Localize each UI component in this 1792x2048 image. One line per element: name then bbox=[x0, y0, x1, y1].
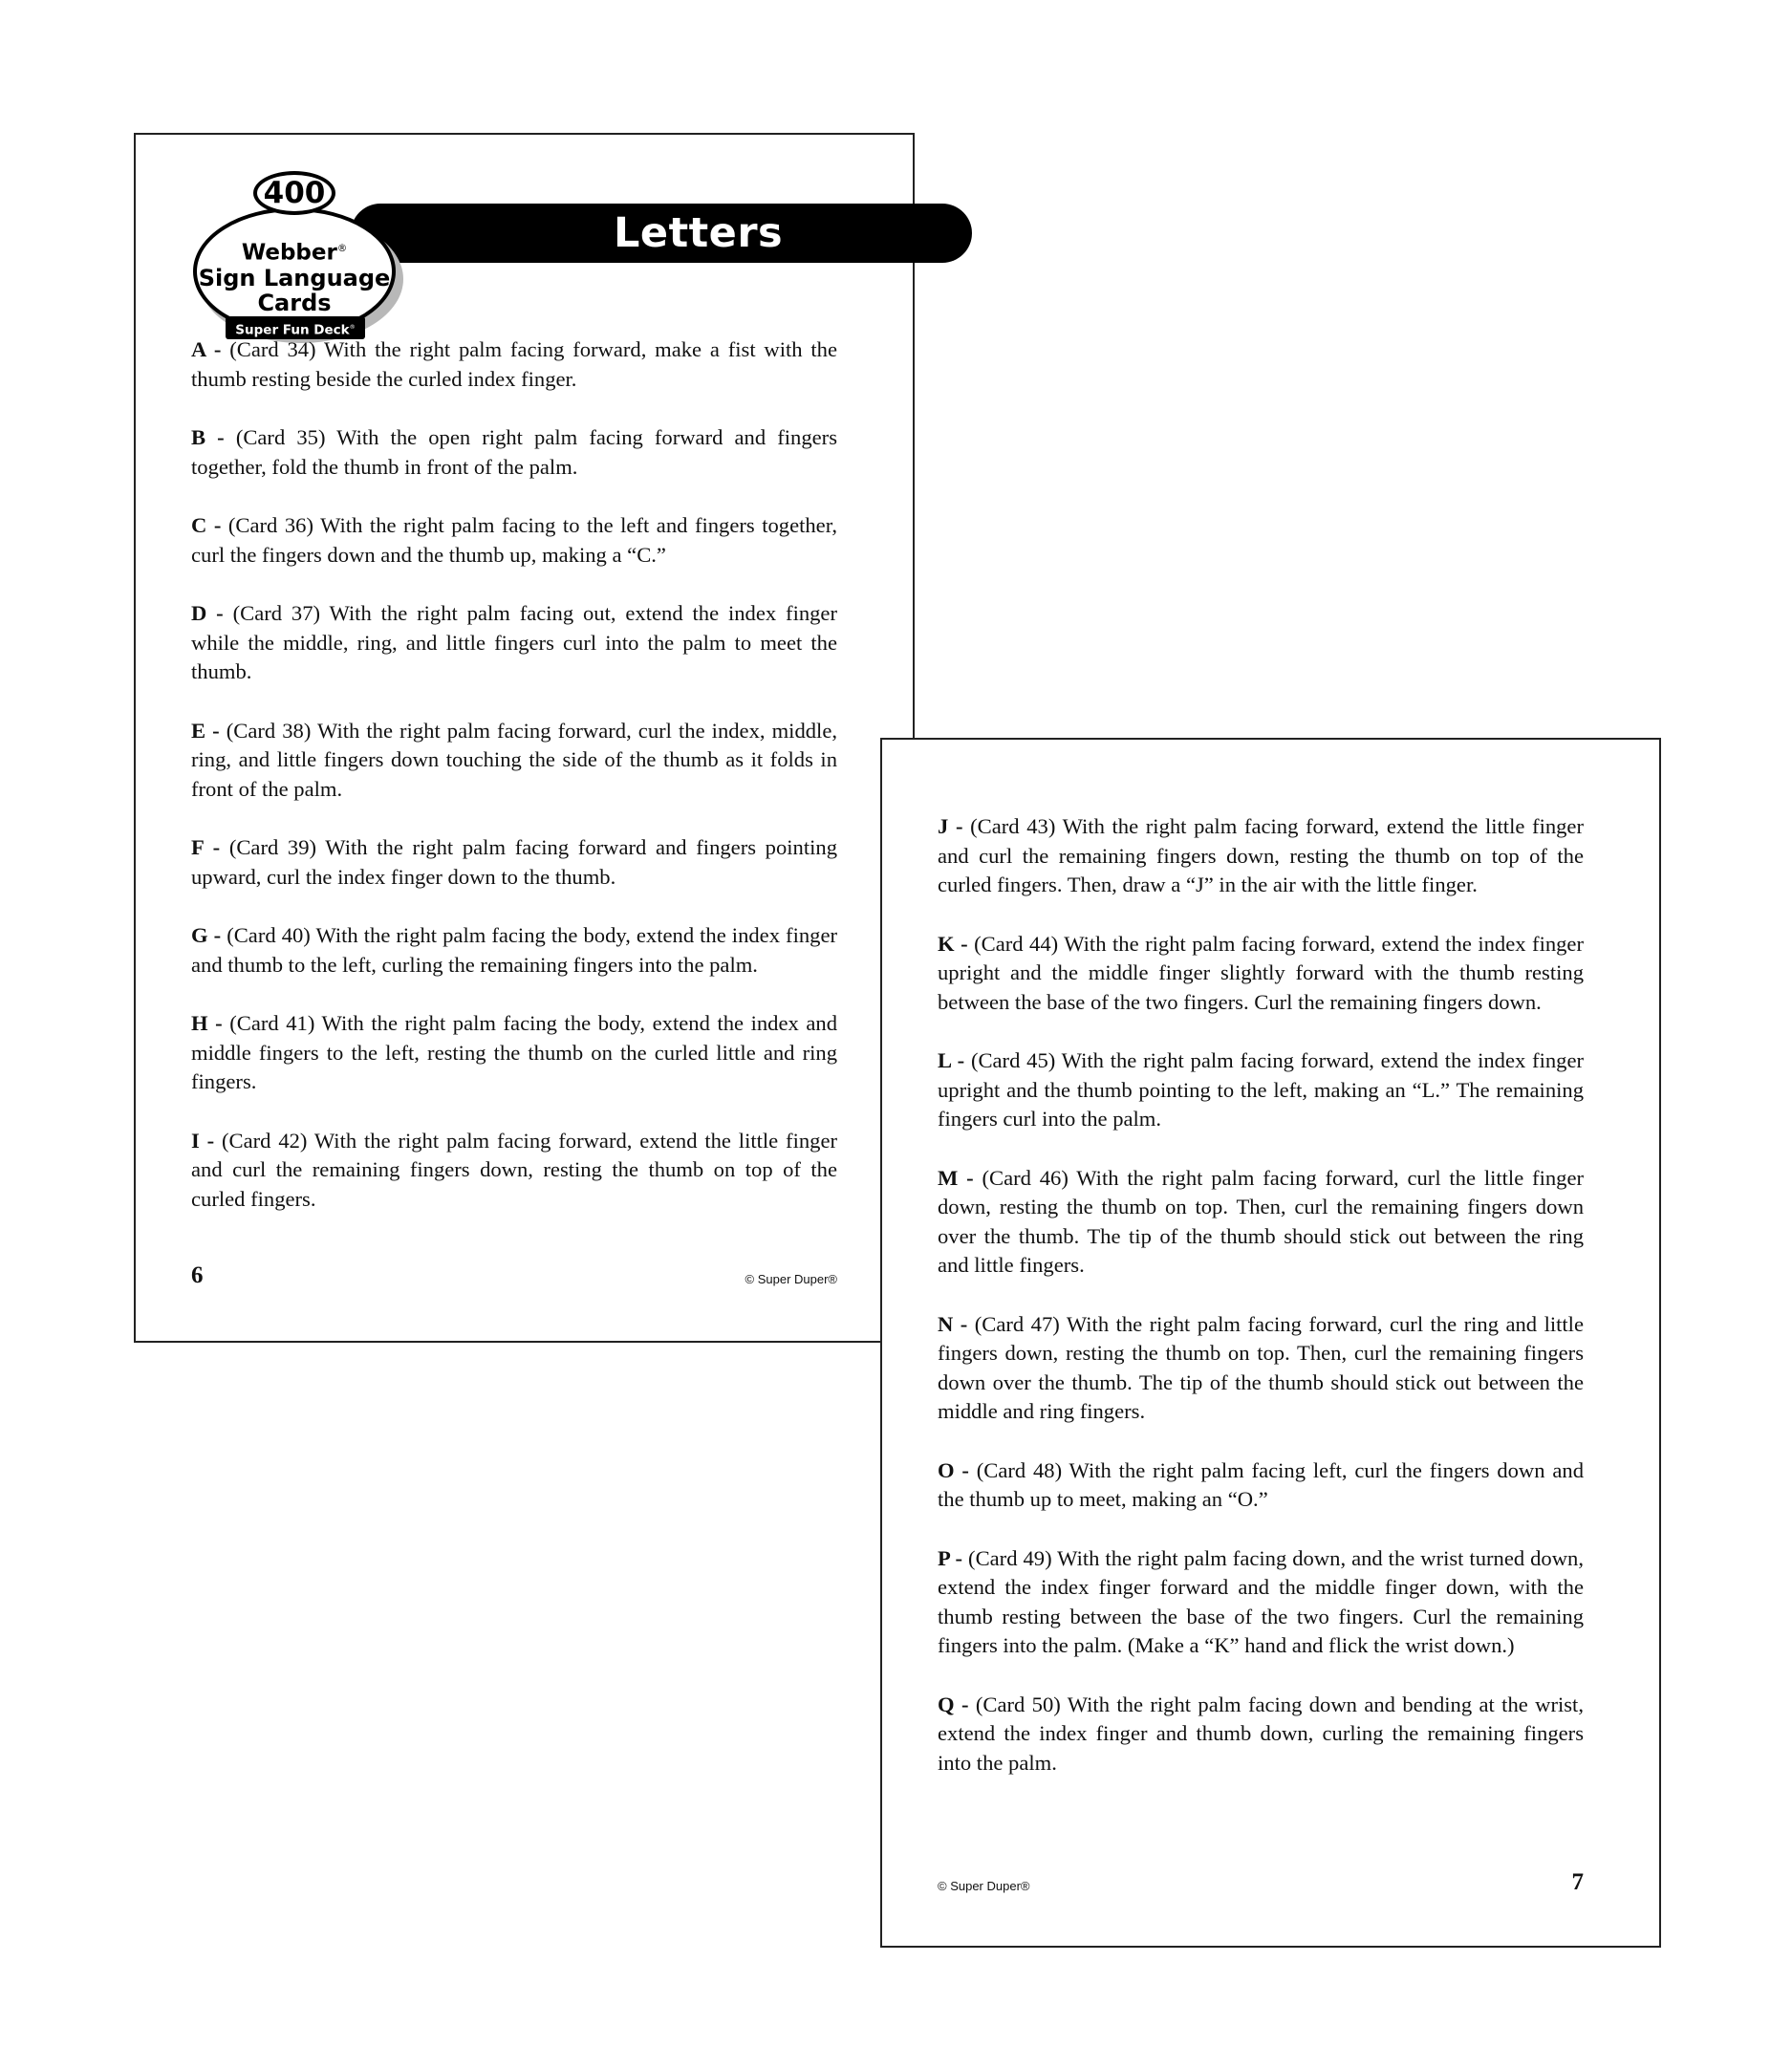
logo-banner: Super Fun Deck® bbox=[226, 316, 365, 339]
entry-g: G - (Card 40) With the right palm facing the body, extend the index finger and thumb to the left, curling the remaining fingers into the palm. bbox=[191, 923, 837, 977]
entry-list-right bbox=[938, 812, 1584, 1807]
entry-i: I - (Card 42) With the right palm facing forward, extend the little finger and curl the remaining fingers down, resting the thumb on top of the curled fingers. bbox=[191, 1128, 838, 1211]
entry-a: A - (Card 34) With the right palm facing forward, make a fist with the thumb resting beside the curled index finger. bbox=[191, 337, 837, 391]
left-page bbox=[134, 133, 915, 1343]
logo-line-3: Cards bbox=[257, 289, 332, 316]
entry-h: H - (Card 41) With the right palm facing the body, extend the index and middle fingers to the left, resting the thumb on the curled little and ring fingers. bbox=[191, 1011, 837, 1093]
copyright: © Super Duper® bbox=[745, 1272, 837, 1286]
entry-l: L - (Card 45) With the right palm facing forward, extend the index finger upright and the thumb pointing to the left, making an “L.” The remaining fingers curl into the palm. bbox=[938, 1048, 1585, 1131]
page-number: 6 bbox=[191, 1262, 204, 1288]
right-page bbox=[880, 738, 1661, 1948]
entry-p: P - (Card 49) With the right palm facing down, and the wrist turned down, extend the index finger forward and the middle finger down, with the thumb resting between the base of the two fingers. Curl the remaining fingers into the palm. (Make a “K” hand and flick the wrist down.) bbox=[938, 1545, 1584, 1657]
logo-text bbox=[193, 236, 396, 315]
entry-q: Q - (Card 50) With the right palm facing down and bending at the wrist, extend the index finger and thumb down, curling the remaining fingers into the palm. bbox=[938, 1692, 1584, 1775]
logo-number: 400 bbox=[253, 171, 335, 215]
entry-d: D - (Card 37) With the right palm facing out, extend the index finger while the middle, ring, and little fingers curl into the palm to meet the thumb. bbox=[191, 601, 837, 683]
entry-o: O - (Card 48) With the right palm facing left, curl the fingers down and the thumb up to meet, making an “O.” bbox=[938, 1457, 1584, 1511]
logo-line-1: Webber® bbox=[241, 240, 348, 266]
entry-e: E - (Card 38) With the right palm facing forward, curl the index, middle, ring, and little fingers down touching the side of the thumb as it folds in front of the palm. bbox=[191, 718, 837, 801]
page-number: 7 bbox=[1571, 1869, 1584, 1895]
webber-logo bbox=[193, 158, 422, 349]
page-title: Letters bbox=[614, 209, 784, 257]
entry-list-left bbox=[191, 335, 837, 1243]
entry-n: N - (Card 47) With the right palm facing forward, curl the ring and little fingers down, resting the thumb on top. Then, curl the remaining fingers down over the thumb. The tip of the thumb should stick out between the middle and ring fingers. bbox=[938, 1311, 1584, 1423]
entry-m: M - (Card 46) With the right palm facing forward, curl the little finger down, resting the thumb on top. Then, curl the remaining fingers down over the thumb. The tip of the thumb should stick out between the ring and little fingers. bbox=[938, 1165, 1584, 1277]
copyright: © Super Duper® bbox=[938, 1879, 1030, 1893]
logo-line-2: Sign Language bbox=[198, 264, 391, 291]
title-bar bbox=[351, 204, 972, 263]
entry-j: J - (Card 43) With the right palm facing forward, extend the little finger and curl the remaining fingers down, resting the thumb on top of the curled fingers. Then, draw a “J” in the air with the little finger. bbox=[938, 814, 1584, 896]
entry-c: C - (Card 36) With the right palm facing to the left and fingers together, curl the fingers down and the thumb up, making a “C.” bbox=[191, 513, 837, 567]
entry-f: F - (Card 39) With the right palm facing forward and fingers pointing upward, curl the index finger down to the thumb. bbox=[191, 835, 837, 889]
entry-b: B - (Card 35) With the open right palm facing forward and fingers together, fold the thumb in front of the palm. bbox=[191, 425, 837, 479]
entry-k: K - (Card 44) With the right palm facing forward, extend the index finger upright and the middle finger slightly forward with the thumb resting between the base of the two fingers. Curl the remaining fingers down. bbox=[938, 931, 1584, 1014]
